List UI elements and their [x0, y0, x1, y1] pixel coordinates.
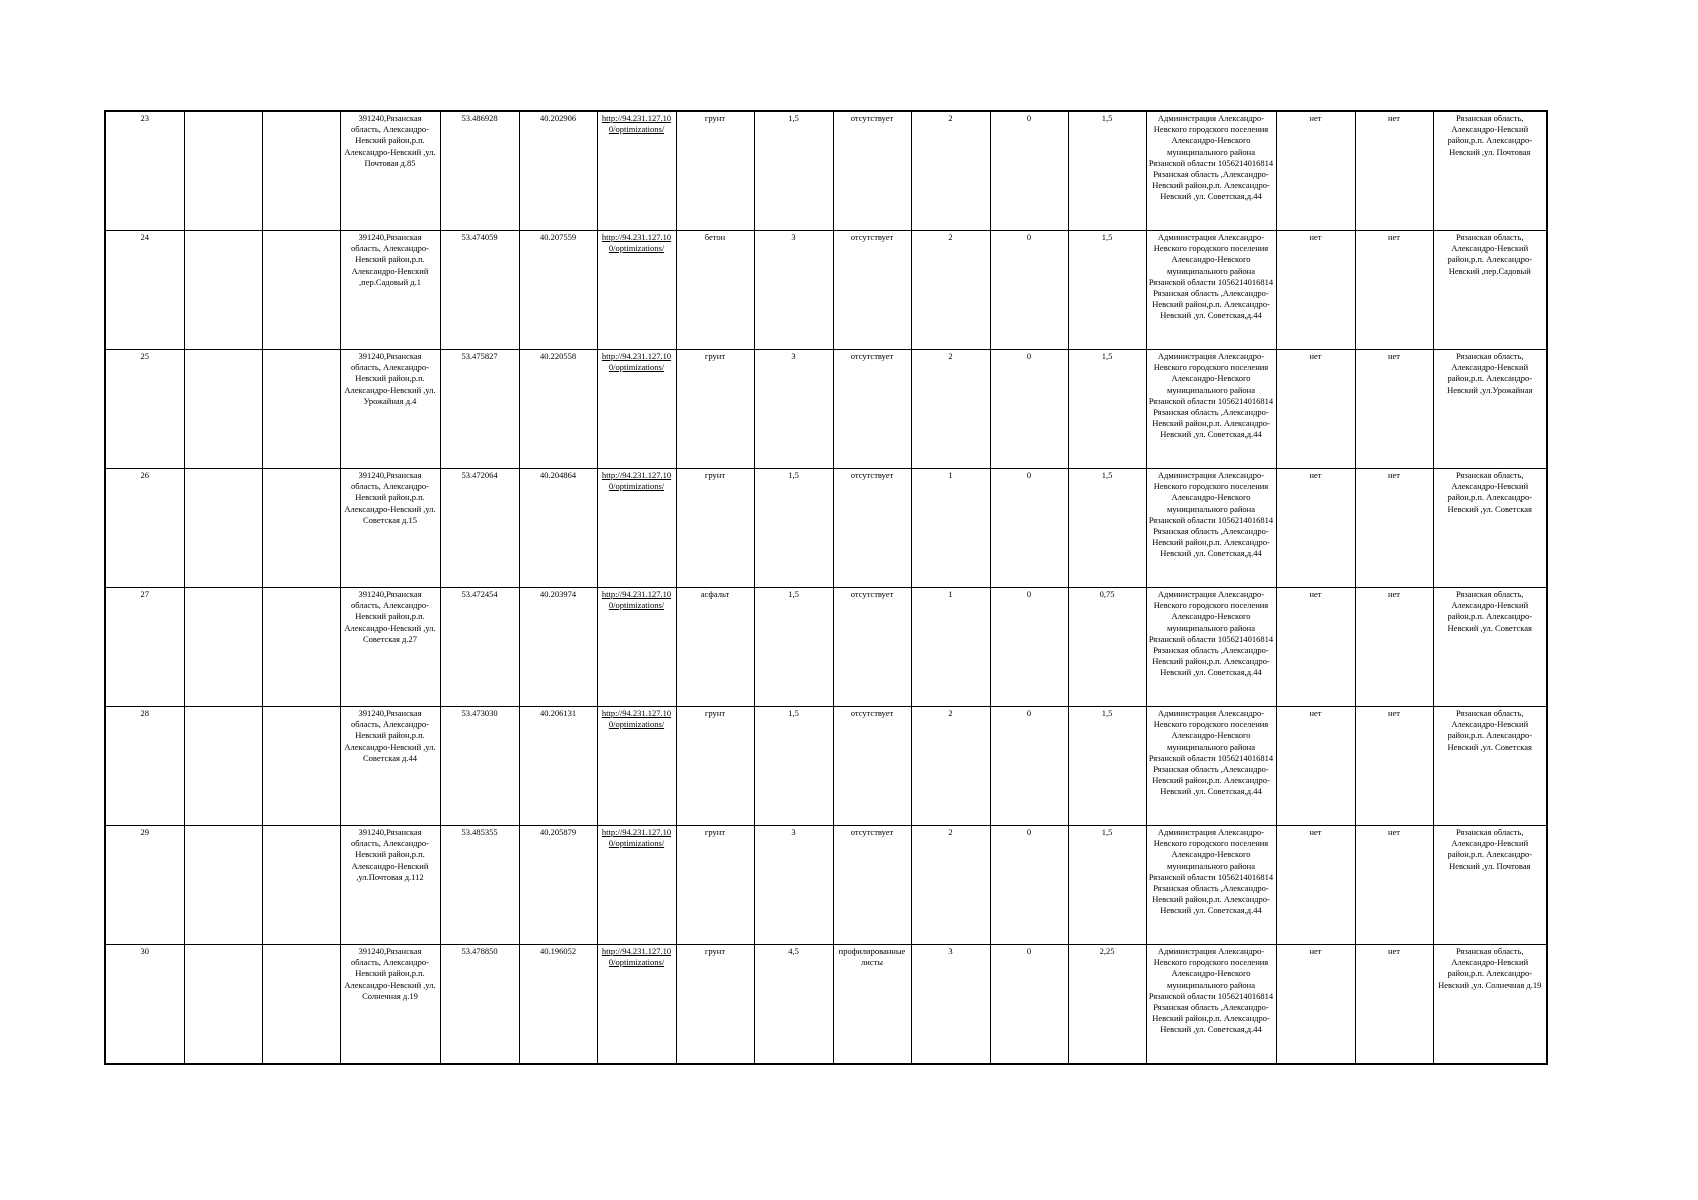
- map-link[interactable]: http://94.231.127.10 0/optimizations/: [601, 589, 672, 611]
- empty-cell: [262, 231, 340, 350]
- latitude-cell: 53.478850: [440, 945, 519, 1065]
- table-row: [105, 826, 1547, 945]
- container-count-cell: 1: [911, 588, 990, 707]
- surface-cell: асфальт: [676, 588, 754, 707]
- table-row: [105, 588, 1547, 707]
- owner-cell: Администрация Александро-Невского городского поселения Александро-Невского муниципального района Рязанской области 1056214016814 Рязанская область ,Александро-Невский район,р.п. Александро-Невский ,ул. Советская,д.44: [1146, 469, 1276, 588]
- container-count-cell: 2: [911, 111, 990, 231]
- row-number-cell: 26: [105, 469, 184, 588]
- location-cell: Рязанская область, Александро-Невский район,р.п. Александро-Невский ,ул. Советская: [1433, 707, 1547, 826]
- map-link[interactable]: http://94.231.127.10 0/optimizations/: [601, 470, 672, 492]
- planned-count-cell: 0: [990, 945, 1068, 1065]
- empty-cell: [184, 469, 262, 588]
- empty-cell: [262, 707, 340, 826]
- latitude-cell: 53.473030: [440, 707, 519, 826]
- empty-cell: [184, 588, 262, 707]
- container-count-cell: 2: [911, 231, 990, 350]
- link-cell[interactable]: [597, 469, 676, 588]
- flag-cell: нет: [1276, 945, 1355, 1065]
- fence-cell: отсутствует: [833, 350, 911, 469]
- row-number-cell: 29: [105, 826, 184, 945]
- location-cell: Рязанская область, Александро-Невский район,р.п. Александро-Невский ,ул. Почтовая: [1433, 111, 1547, 231]
- planned-count-cell: 0: [990, 231, 1068, 350]
- link-cell[interactable]: [597, 111, 676, 231]
- surface-cell: грунт: [676, 469, 754, 588]
- empty-cell: [184, 707, 262, 826]
- row-number-cell: 30: [105, 945, 184, 1065]
- row-number-cell: 23: [105, 111, 184, 231]
- data-table: [104, 110, 1548, 1065]
- address-cell: 391240,Рязанская область, Александро-Невский район,р.п. Александро-Невский ,ул. Солнечная д.19: [340, 945, 440, 1065]
- address-cell: 391240,Рязанская область, Александро-Невский район,р.п. Александро-Невский ,ул. Почтовая д.85: [340, 111, 440, 231]
- address-cell: 391240,Рязанская область, Александро-Невский район,р.п. Александро-Невский ,ул. Советская д.44: [340, 707, 440, 826]
- table-row: [105, 707, 1547, 826]
- address-cell: 391240,Рязанская область, Александро-Невский район,р.п. Александро-Невский ,ул.Почтовая д.112: [340, 826, 440, 945]
- fence-cell: отсутствует: [833, 588, 911, 707]
- row-number-cell: 24: [105, 231, 184, 350]
- longitude-cell: 40.203974: [519, 588, 597, 707]
- planned-count-cell: 0: [990, 469, 1068, 588]
- location-cell: Рязанская область, Александро-Невский район,р.п. Александро-Невский ,пер.Садовый: [1433, 231, 1547, 350]
- surface-cell: грунт: [676, 826, 754, 945]
- latitude-cell: 53.486928: [440, 111, 519, 231]
- table-row: [105, 350, 1547, 469]
- owner-cell: Администрация Александро-Невского городского поселения Александро-Невского муниципального района Рязанской области 1056214016814 Рязанская область ,Александро-Невский район,р.п. Александро-Невский ,ул. Советская,д.44: [1146, 231, 1276, 350]
- fence-cell: профилированные листы: [833, 945, 911, 1065]
- container-count-cell: 3: [911, 945, 990, 1065]
- container-count-cell: 2: [911, 350, 990, 469]
- table-row: [105, 469, 1547, 588]
- address-cell: 391240,Рязанская область, Александро-Невский район,р.п. Александро-Невский ,ул. Урожайная д.4: [340, 350, 440, 469]
- location-cell: Рязанская область, Александро-Невский район,р.п. Александро-Невский ,ул.Урожайная: [1433, 350, 1547, 469]
- flag-cell: нет: [1355, 826, 1433, 945]
- flag-cell: нет: [1276, 231, 1355, 350]
- link-cell[interactable]: [597, 707, 676, 826]
- flag-cell: нет: [1355, 350, 1433, 469]
- latitude-cell: 53.472454: [440, 588, 519, 707]
- longitude-cell: 40.220558: [519, 350, 597, 469]
- empty-cell: [262, 350, 340, 469]
- fence-cell: отсутствует: [833, 231, 911, 350]
- location-cell: Рязанская область, Александро-Невский район,р.п. Александро-Невский ,ул. Советская: [1433, 469, 1547, 588]
- table-row: [105, 945, 1547, 1065]
- surface-cell: бетон: [676, 231, 754, 350]
- empty-cell: [184, 826, 262, 945]
- longitude-cell: 40.196052: [519, 945, 597, 1065]
- location-cell: Рязанская область, Александро-Невский район,р.п. Александро-Невский ,ул. Почтовая: [1433, 826, 1547, 945]
- fence-cell: отсутствует: [833, 111, 911, 231]
- latitude-cell: 53.485355: [440, 826, 519, 945]
- area-cell: 3: [754, 350, 833, 469]
- volume-cell: 2,25: [1068, 945, 1146, 1065]
- owner-cell: Администрация Александро-Невского городского поселения Александро-Невского муниципального района Рязанской области 1056214016814 Рязанская область ,Александро-Невский район,р.п. Александро-Невский ,ул. Советская,д.44: [1146, 350, 1276, 469]
- flag-cell: нет: [1276, 469, 1355, 588]
- longitude-cell: 40.205879: [519, 826, 597, 945]
- longitude-cell: 40.206131: [519, 707, 597, 826]
- map-link[interactable]: http://94.231.127.10 0/optimizations/: [601, 351, 672, 373]
- owner-cell: Администрация Александро-Невского городского поселения Александро-Невского муниципального района Рязанской области 1056214016814 Рязанская область ,Александро-Невский район,р.п. Александро-Невский ,ул. Советская,д.44: [1146, 111, 1276, 231]
- flag-cell: нет: [1276, 111, 1355, 231]
- surface-cell: грунт: [676, 350, 754, 469]
- empty-cell: [262, 588, 340, 707]
- table-row: [105, 111, 1547, 231]
- flag-cell: нет: [1276, 826, 1355, 945]
- owner-cell: Администрация Александро-Невского городского поселения Александро-Невского муниципального района Рязанской области 1056214016814 Рязанская область ,Александро-Невский район,р.п. Александро-Невский ,ул. Советская,д.44: [1146, 826, 1276, 945]
- fence-cell: отсутствует: [833, 826, 911, 945]
- flag-cell: нет: [1276, 350, 1355, 469]
- flag-cell: нет: [1355, 231, 1433, 350]
- empty-cell: [262, 945, 340, 1065]
- map-link[interactable]: http://94.231.127.10 0/optimizations/: [601, 708, 672, 730]
- link-cell[interactable]: [597, 231, 676, 350]
- surface-cell: грунт: [676, 945, 754, 1065]
- volume-cell: 1,5: [1068, 350, 1146, 469]
- row-number-cell: 25: [105, 350, 184, 469]
- flag-cell: нет: [1276, 707, 1355, 826]
- fence-cell: отсутствует: [833, 707, 911, 826]
- volume-cell: 1,5: [1068, 469, 1146, 588]
- address-cell: 391240,Рязанская область, Александро-Невский район,р.п. Александро-Невский ,ул. Советская д.27: [340, 588, 440, 707]
- table-body: [105, 111, 1547, 1064]
- empty-cell: [262, 111, 340, 231]
- latitude-cell: 53.474059: [440, 231, 519, 350]
- row-number-cell: 27: [105, 588, 184, 707]
- surface-cell: грунт: [676, 707, 754, 826]
- latitude-cell: 53.475827: [440, 350, 519, 469]
- empty-cell: [184, 350, 262, 469]
- owner-cell: Администрация Александро-Невского городского поселения Александро-Невского муниципального района Рязанской области 1056214016814 Рязанская область ,Александро-Невский район,р.п. Александро-Невский ,ул. Советская,д.44: [1146, 588, 1276, 707]
- table-row: [105, 231, 1547, 350]
- volume-cell: 1,5: [1068, 111, 1146, 231]
- area-cell: 1,5: [754, 707, 833, 826]
- flag-cell: нет: [1355, 588, 1433, 707]
- map-link[interactable]: http://94.231.127.10 0/optimizations/: [601, 946, 672, 968]
- area-cell: 1,5: [754, 469, 833, 588]
- owner-cell: Администрация Александро-Невского городского поселения Александро-Невского муниципального района Рязанской области 1056214016814 Рязанская область ,Александро-Невский район,р.п. Александро-Невский ,ул. Советская,д.44: [1146, 707, 1276, 826]
- area-cell: 3: [754, 231, 833, 350]
- area-cell: 3: [754, 826, 833, 945]
- area-cell: 4,5: [754, 945, 833, 1065]
- map-link[interactable]: http://94.231.127.10 0/optimizations/: [601, 232, 672, 254]
- empty-cell: [262, 469, 340, 588]
- container-count-cell: 2: [911, 707, 990, 826]
- link-cell[interactable]: [597, 588, 676, 707]
- location-cell: Рязанская область, Александро-Невский район,р.п. Александро-Невский ,ул. Советская: [1433, 588, 1547, 707]
- link-cell[interactable]: [597, 350, 676, 469]
- container-count-cell: 2: [911, 826, 990, 945]
- flag-cell: нет: [1355, 111, 1433, 231]
- volume-cell: 1,5: [1068, 826, 1146, 945]
- flag-cell: нет: [1355, 469, 1433, 588]
- volume-cell: 1,5: [1068, 707, 1146, 826]
- empty-cell: [184, 945, 262, 1065]
- row-number-cell: 28: [105, 707, 184, 826]
- area-cell: 1,5: [754, 111, 833, 231]
- owner-cell: Администрация Александро-Невского городского поселения Александро-Невского муниципального района Рязанской области 1056214016814 Рязанская область ,Александро-Невский район,р.п. Александро-Невский ,ул. Советская,д.44: [1146, 945, 1276, 1065]
- planned-count-cell: 0: [990, 350, 1068, 469]
- latitude-cell: 53.472064: [440, 469, 519, 588]
- planned-count-cell: 0: [990, 826, 1068, 945]
- address-cell: 391240,Рязанская область, Александро-Невский район,р.п. Александро-Невский ,пер.Садовый д.1: [340, 231, 440, 350]
- fence-cell: отсутствует: [833, 469, 911, 588]
- address-cell: 391240,Рязанская область, Александро-Невский район,р.п. Александро-Невский ,ул. Советская д.15: [340, 469, 440, 588]
- longitude-cell: 40.202906: [519, 111, 597, 231]
- empty-cell: [262, 826, 340, 945]
- map-link[interactable]: http://94.231.127.10 0/optimizations/: [601, 113, 672, 135]
- volume-cell: 1,5: [1068, 231, 1146, 350]
- flag-cell: нет: [1355, 707, 1433, 826]
- planned-count-cell: 0: [990, 588, 1068, 707]
- flag-cell: нет: [1355, 945, 1433, 1065]
- empty-cell: [184, 231, 262, 350]
- flag-cell: нет: [1276, 588, 1355, 707]
- surface-cell: грунт: [676, 111, 754, 231]
- longitude-cell: 40.204864: [519, 469, 597, 588]
- map-link[interactable]: http://94.231.127.10 0/optimizations/: [601, 827, 672, 849]
- empty-cell: [184, 111, 262, 231]
- container-count-cell: 1: [911, 469, 990, 588]
- link-cell[interactable]: [597, 826, 676, 945]
- volume-cell: 0,75: [1068, 588, 1146, 707]
- planned-count-cell: 0: [990, 707, 1068, 826]
- location-cell: Рязанская область, Александро-Невский район,р.п. Александро-Невский ,ул. Солнечная д.19: [1433, 945, 1547, 1065]
- longitude-cell: 40.207559: [519, 231, 597, 350]
- link-cell[interactable]: [597, 945, 676, 1065]
- area-cell: 1,5: [754, 588, 833, 707]
- planned-count-cell: 0: [990, 111, 1068, 231]
